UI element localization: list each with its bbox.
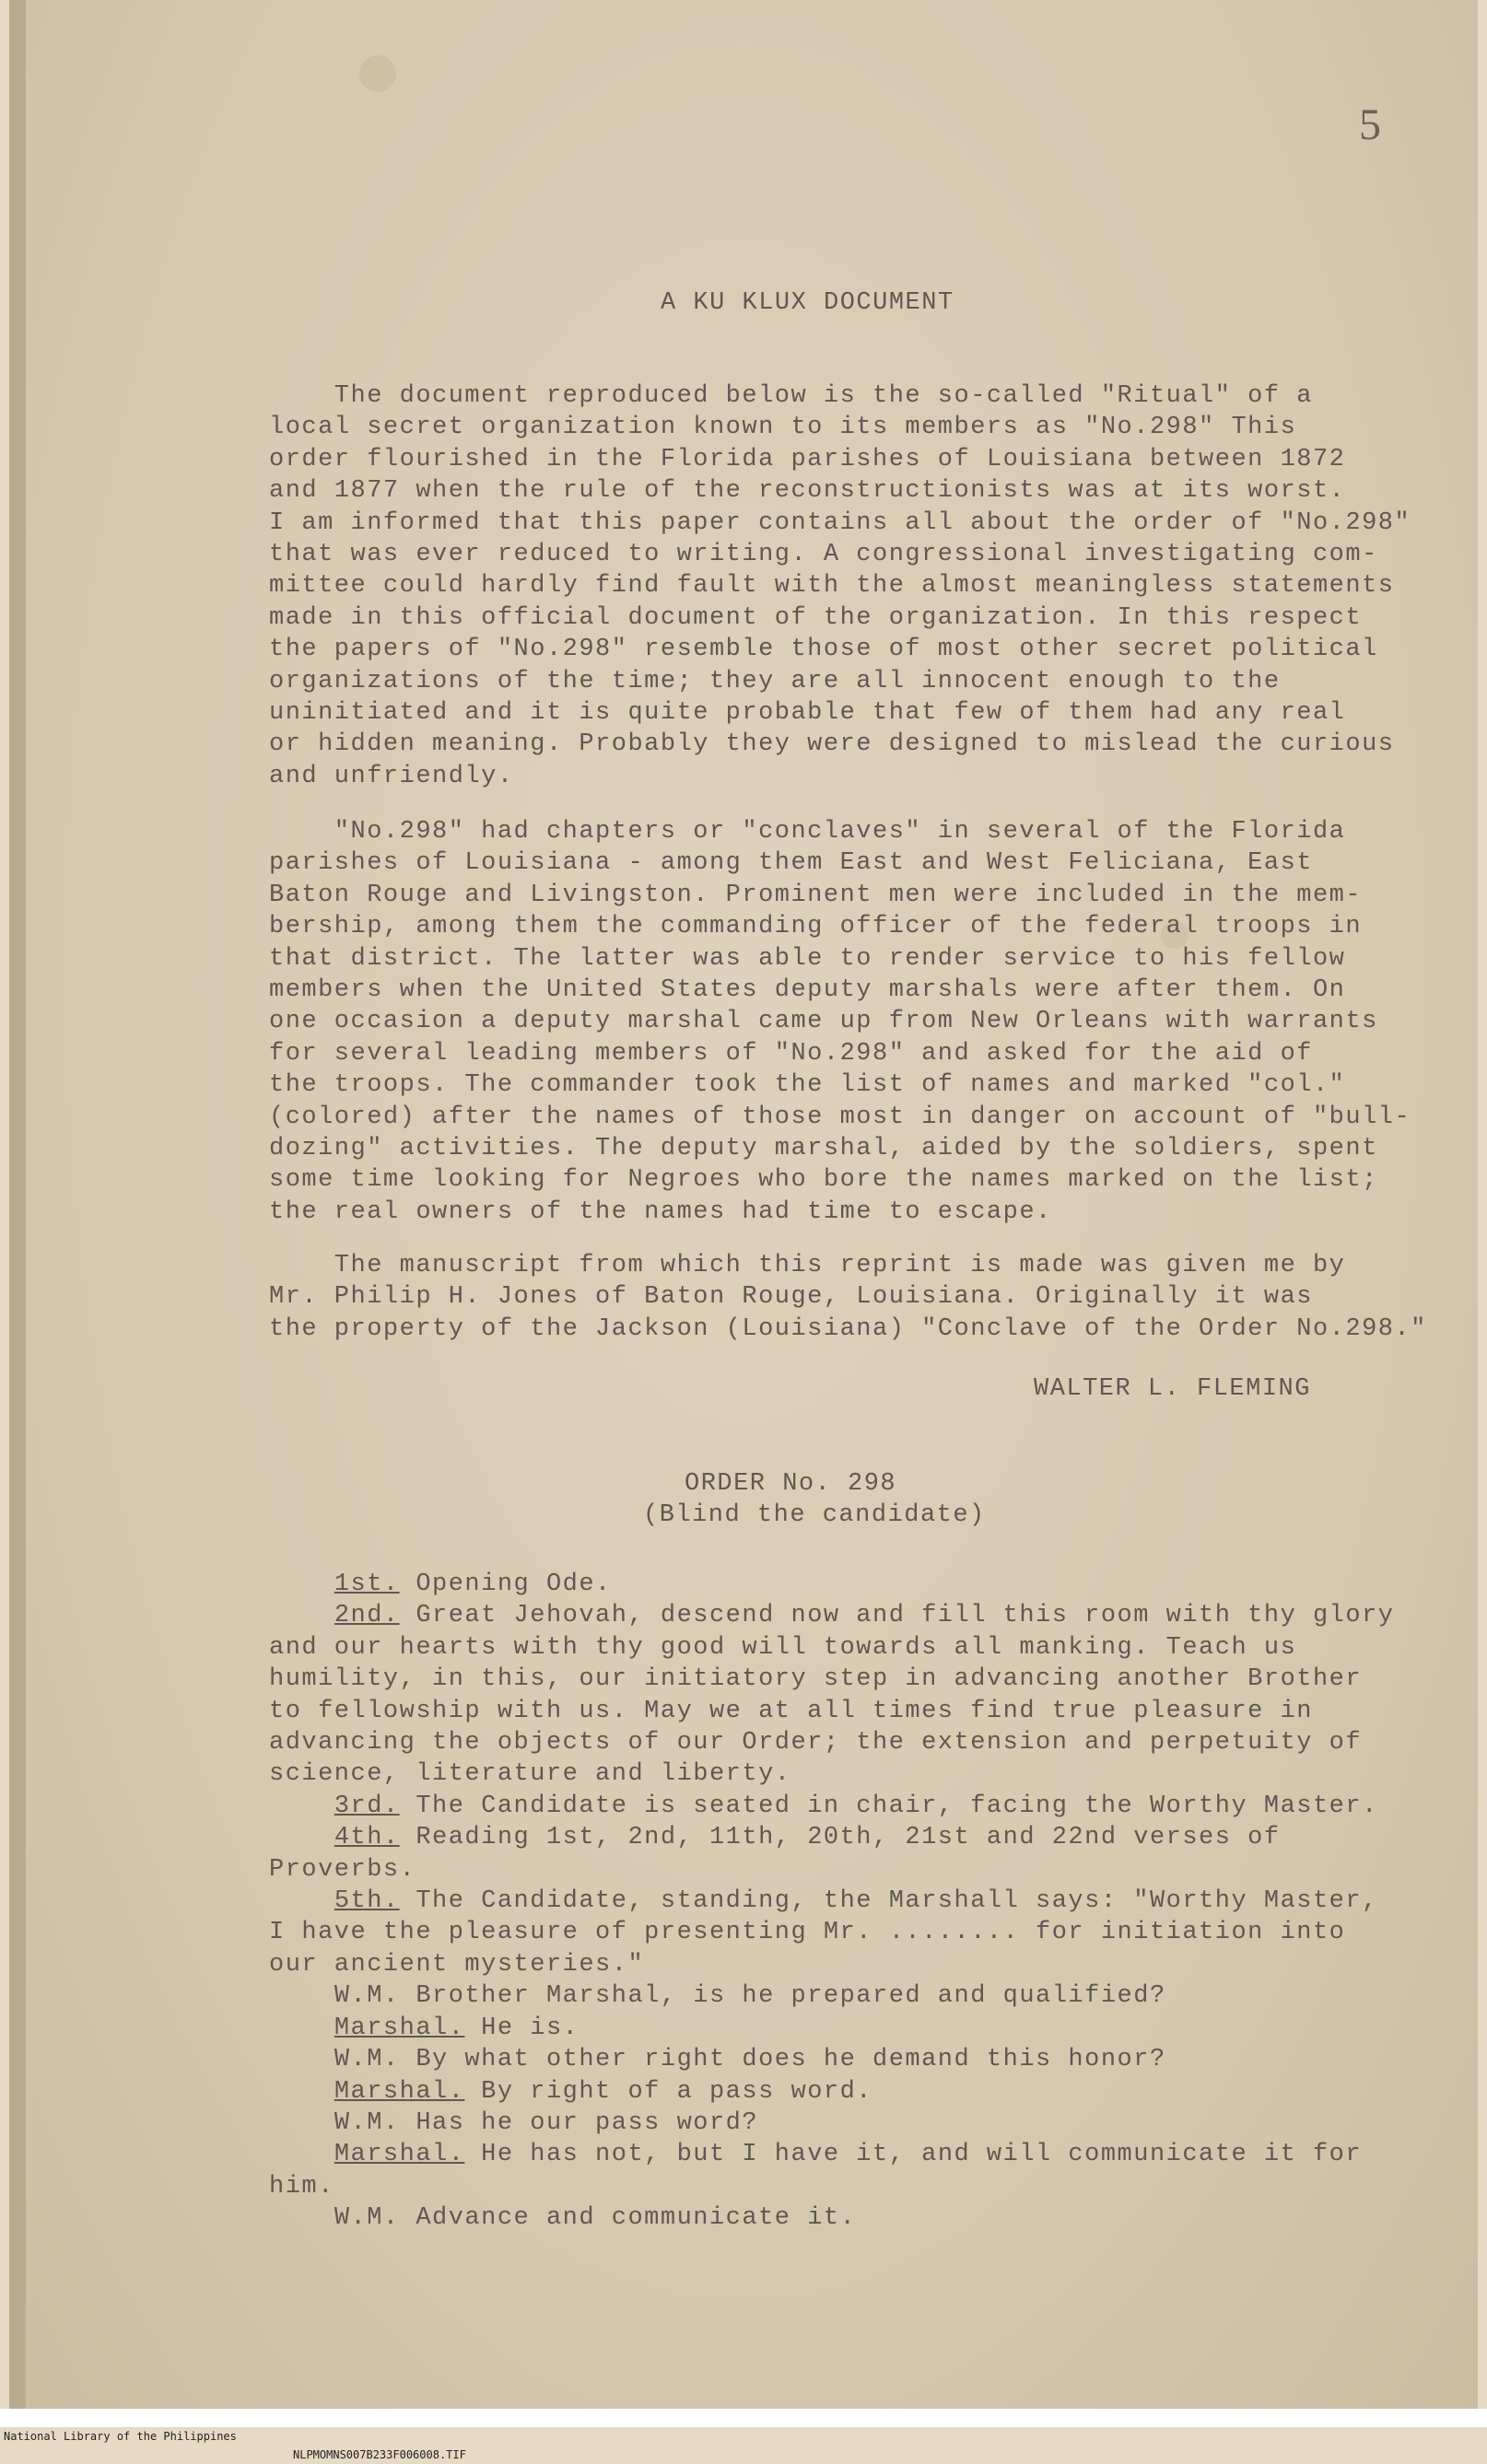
ritual-line xyxy=(269,1917,1395,1948)
ritual-label: 1st. xyxy=(334,1571,400,1598)
text-line: Mr. Philip H. Jones of Baton Rouge, Louisiana. Originally it was xyxy=(269,1283,1313,1312)
ritual-line xyxy=(269,1980,1395,2012)
ritual-text: He has not, but I have it, and will communicate it for xyxy=(464,2141,1363,2169)
ritual-label: 5th. xyxy=(334,1887,400,1916)
ritual-line xyxy=(269,1758,1395,1790)
text-line: uninitiated and it is quite probable that few of them had any real xyxy=(269,699,1346,728)
text-line: the real owners of the names had time to escape. xyxy=(269,1197,1052,1226)
text-line: some time looking for Negroes who bore the names marked on the list; xyxy=(269,1166,1378,1195)
order-title: ORDER No. 298 xyxy=(685,1470,897,1498)
ritual-text: W.M. Brother Marshal, is he prepared and qualified? xyxy=(334,1982,1166,2011)
text-line: bership, among them the commanding officer of the federal troops in xyxy=(269,913,1363,941)
ritual-label: 2nd. xyxy=(334,1602,400,1630)
ritual-line xyxy=(269,1886,1395,1917)
ritual-text: advancing the objects of our Order; the extension and perpetuity of xyxy=(269,1729,1363,1757)
ritual-line xyxy=(269,1727,1395,1758)
text-line: parishes of Louisiana - among them East and West Feliciana, East xyxy=(269,849,1313,878)
ritual-text: Great Jehovah, descend now and fill this room with thy glory xyxy=(399,1602,1395,1630)
ritual-line xyxy=(269,2202,1395,2234)
ritual-label: 3rd. xyxy=(334,1792,400,1820)
text-line: and 1877 when the rule of the reconstructionists was at its worst. xyxy=(269,477,1346,506)
ritual-text: and our hearts with thy good will towards all manking. Teach us xyxy=(269,1633,1297,1662)
ritual-text: Opening Ode. xyxy=(399,1571,612,1598)
text-line: one occasion a deputy marshal came up from New Orleans with warrants xyxy=(269,1008,1378,1036)
ritual-line xyxy=(269,1600,1395,1631)
ritual-line xyxy=(269,1854,1395,1886)
document-page xyxy=(9,0,1478,2409)
ritual-text: humility, in this, our initiatory step in advancing another Brother xyxy=(269,1665,1363,1694)
text-line: local secret organization known to its members as "No.298" This xyxy=(269,414,1297,442)
order-subtitle: (Blind the candidate) xyxy=(643,1501,986,1529)
ritual-line xyxy=(269,1569,1395,1600)
intro-paragraph-1 xyxy=(269,380,1411,792)
text-line: that was ever reduced to writing. A congressional investigating com- xyxy=(269,541,1378,569)
ritual-text xyxy=(269,1569,1395,2235)
ritual-line xyxy=(269,1822,1395,1853)
text-line: organizations of the time; they are all innocent enough to the xyxy=(269,667,1281,695)
ritual-text: Reading 1st, 2nd, 11th, 20th, 21st and 22nd verses of xyxy=(399,1824,1281,1852)
ritual-line xyxy=(269,1949,1395,1980)
text-line: I am informed that this paper contains all about the order of "No.298" xyxy=(269,508,1411,537)
text-line: The manuscript from which this reprint is made was given me by xyxy=(269,1252,1346,1279)
ritual-text: our ancient mysteries." xyxy=(269,1950,645,1979)
ritual-label: Marshal. xyxy=(334,2077,465,2106)
ritual-text: Proverbs. xyxy=(269,1855,416,1884)
ritual-text: W.M. Advance and communicate it. xyxy=(334,2204,857,2233)
ritual-line xyxy=(269,2076,1395,2108)
ritual-line xyxy=(269,1696,1395,1727)
page-edge xyxy=(9,0,26,2409)
author-signature: WALTER L. FLEMING xyxy=(1034,1375,1311,1403)
text-line: the papers of "No.298" resemble those of most other secret political xyxy=(269,636,1378,664)
ritual-text: W.M. Has he our pass word? xyxy=(334,2108,759,2137)
text-line: for several leading members of "No.298" and asked for the aid of xyxy=(269,1039,1313,1068)
library-credit: National Library of the Philippines xyxy=(4,2430,237,2443)
text-line: order flourished in the Florida parishes of Louisiana between 1872 xyxy=(269,445,1346,473)
ritual-text: science, literature and liberty. xyxy=(269,1760,791,1789)
text-line: that district. The latter was able to render service to his fellow xyxy=(269,944,1346,973)
ritual-label: Marshal. xyxy=(334,2014,465,2042)
text-line: The document reproduced below is the so-called "Ritual" of a xyxy=(269,382,1313,410)
file-name: NLPMOMNS007B233F006008.TIF xyxy=(293,2448,466,2461)
ritual-label: 4th. xyxy=(334,1824,400,1852)
ritual-line xyxy=(269,2044,1395,2075)
document-title: A KU KLUX DOCUMENT xyxy=(661,289,954,317)
ritual-text: him. xyxy=(269,2172,334,2201)
ritual-text: to fellowship with us. May we at all times find true pleasure in xyxy=(269,1697,1313,1725)
scan-footer xyxy=(0,2409,1487,2461)
ritual-line xyxy=(269,2171,1395,2202)
text-line: mittee could hardly find fault with the almost meaningless statements xyxy=(269,572,1395,601)
text-line: members when the United States deputy marshals were after them. On xyxy=(269,976,1346,1005)
text-line: dozing" activities. The deputy marshal, aided by the soldiers, spent xyxy=(269,1135,1378,1163)
ritual-line xyxy=(269,2013,1395,2044)
ritual-text: The Candidate is seated in chair, facing the Worthy Master. xyxy=(399,1792,1378,1820)
text-line: (colored) after the names of those most in danger on account of "bull- xyxy=(269,1103,1411,1131)
text-line: and unfriendly. xyxy=(269,762,514,790)
ritual-text: By right of a pass word. xyxy=(464,2077,873,2106)
text-line: the troops. The commander took the list of names and marked "col." xyxy=(269,1071,1346,1100)
ritual-text: I have the pleasure of presenting Mr. ........ for initiation into xyxy=(269,1919,1346,1947)
text-line: made in this official document of the organization. In this respect xyxy=(269,603,1363,632)
intro-paragraph-3 xyxy=(269,1250,1427,1345)
paper-stain xyxy=(359,55,396,92)
text-line: the property of the Jackson (Louisiana) "Conclave of the Order No.298." xyxy=(269,1314,1427,1343)
ritual-line xyxy=(269,2139,1395,2170)
ritual-line xyxy=(269,2108,1395,2139)
ritual-text: The Candidate, standing, the Marshall says: "Worthy Master, xyxy=(399,1887,1378,1916)
page-number: 5 xyxy=(1359,100,1381,149)
ritual-text: W.M. By what other right does he demand this honor? xyxy=(334,2046,1166,2074)
intro-paragraph-2 xyxy=(269,816,1411,1228)
ritual-line xyxy=(269,1632,1395,1664)
ritual-label: Marshal. xyxy=(334,2141,465,2169)
ritual-line xyxy=(269,1791,1395,1822)
ritual-text: He is. xyxy=(464,2014,580,2042)
ritual-line xyxy=(269,1664,1395,1695)
text-line: or hidden meaning. Probably they were designed to mislead the curious xyxy=(269,730,1395,759)
text-line: Baton Rouge and Livingston. Prominent men were included in the mem- xyxy=(269,881,1363,909)
text-line: "No.298" had chapters or "conclaves" in several of the Florida xyxy=(269,818,1346,846)
